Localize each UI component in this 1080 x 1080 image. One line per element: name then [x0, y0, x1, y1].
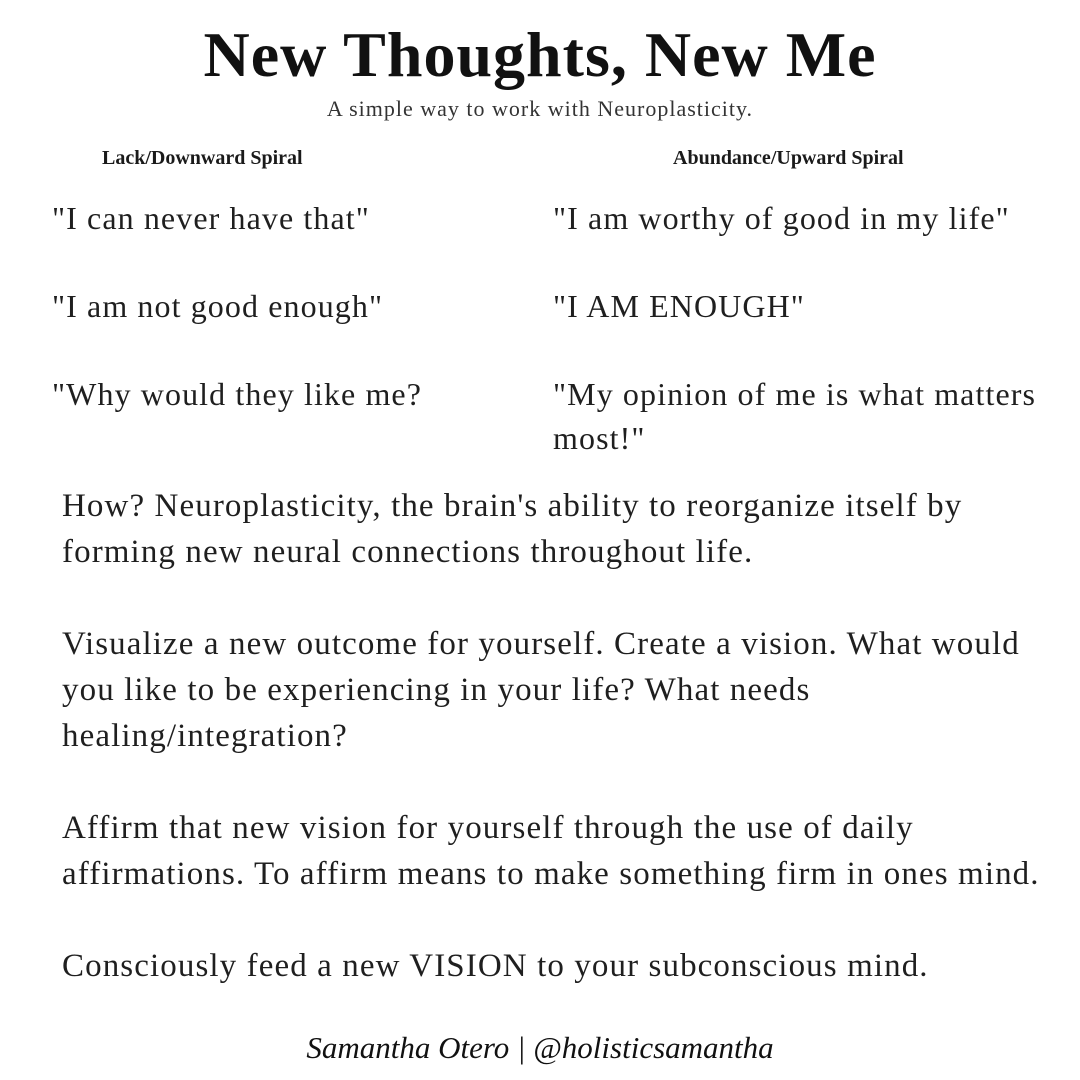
page-subtitle: A simple way to work with Neuroplasticity.	[326, 96, 754, 121]
abundance-affirmation-3: "My opinion of me is what matters most!"	[553, 376, 1037, 456]
abundance-affirmation-1: "I am worthy of good in my life"	[553, 200, 1010, 236]
abundance-column-heading: Abundance/Upward Spiral	[673, 147, 904, 169]
lack-affirmation-3: "Why would they like me?	[52, 376, 423, 412]
lack-affirmation-1: "I can never have that"	[52, 200, 370, 236]
affirm-paragraph: Affirm that new vision for yourself through the use of daily affirmations. To affirm means to make something firm in ones mind.	[62, 810, 1040, 892]
page-title: New Thoughts, New Me	[203, 19, 877, 90]
author-credit: Samantha Otero | @holisticsamantha	[306, 1030, 774, 1065]
explanation-body	[62, 483, 1052, 989]
lack-affirmation-2: "I am not good enough"	[52, 288, 384, 324]
visualize-paragraph: Visualize a new outcome for yourself. Create a vision. What would you like to be experiencing in your life? What needs healing/integration?	[62, 626, 1020, 754]
neuroplasticity-paragraph: How? Neuroplasticity, the brain's ability to reorganize itself by forming new neural connections throughout life.	[62, 488, 963, 570]
abundance-affirmation-2: "I AM ENOUGH"	[553, 288, 805, 324]
lack-column-heading: Lack/Downward Spiral	[102, 147, 303, 169]
vision-paragraph: Consciously feed a new VISION to your subconscious mind.	[62, 948, 929, 984]
